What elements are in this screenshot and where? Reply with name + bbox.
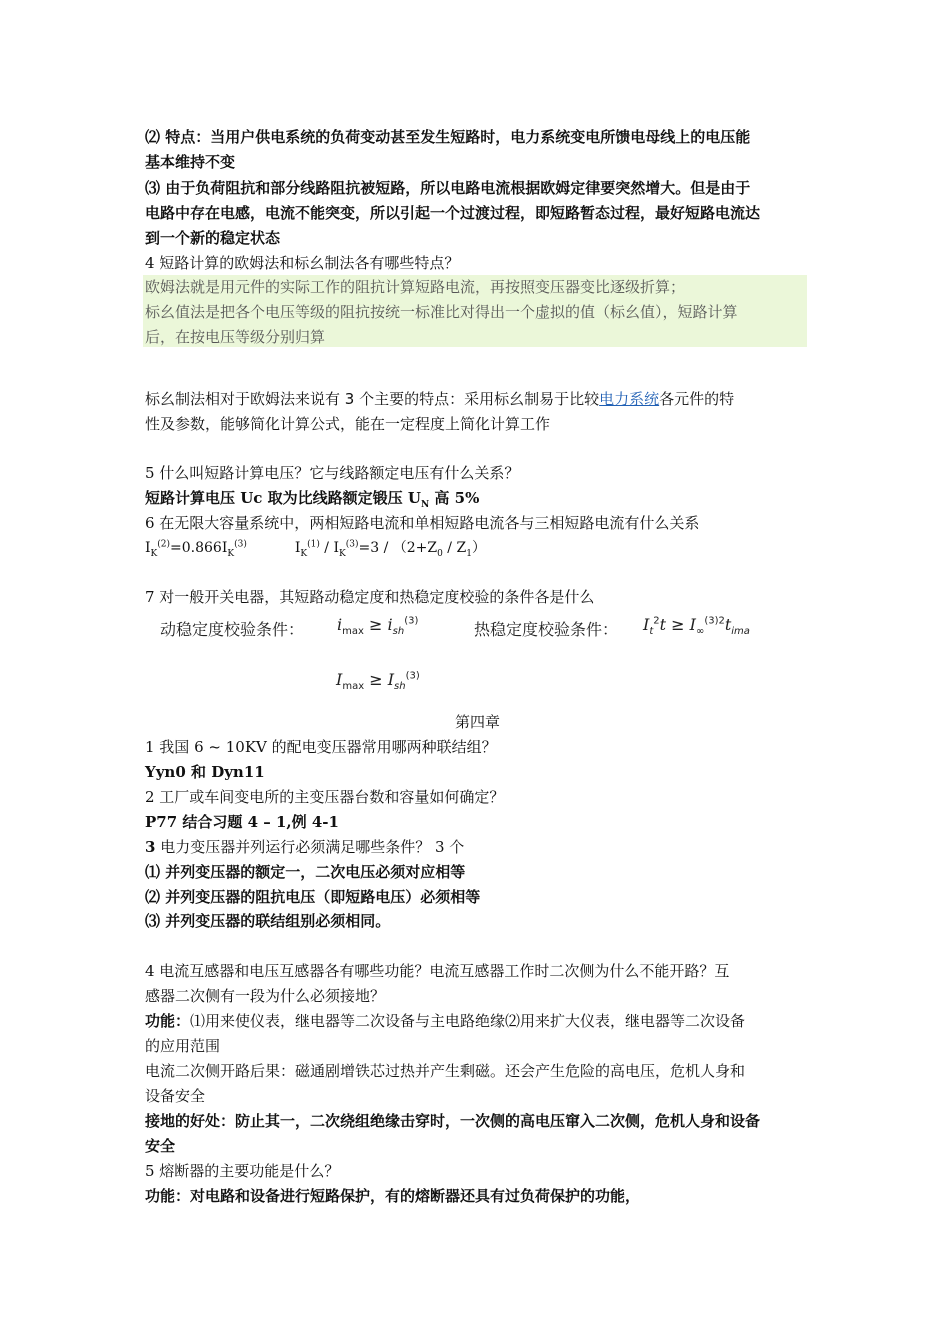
power-system-link[interactable]: 电力系统 bbox=[599, 390, 660, 408]
question-heading: 5 熔断器的主要功能是什么？ bbox=[145, 1162, 340, 1180]
text-line: 标幺制法相对于欧姆法来说有 3 个主要的特点：采用标幺制易于比较电力系统各元件的特 bbox=[145, 390, 735, 408]
text-line: 功能：⑴用来使仪表，继电器等二次设备与主电路绝缘⑵用来扩大仪表，继电器等二次设备 bbox=[145, 1012, 746, 1030]
text-line: 短路计算电压 Uc 取为比线路额定锻压 $U_N$ 高 5% bbox=[145, 489, 480, 510]
text-line: ⑶ 由于负荷阻抗和部分线路阻抗被短路，所以电路电流根据欧姆定律要突然增大。但是由于 bbox=[145, 179, 751, 197]
text-line: 性及参数，能够简化计算公式，能在一定程度上简化计算工作 bbox=[145, 415, 551, 433]
text-line: ⑶ 并列变压器的联结组别必须相同。 bbox=[145, 912, 391, 930]
question-heading: 6 在无限大容量系统中，两相短路电流和单相短路电流各与三相短路电流有什么关系 bbox=[145, 514, 700, 532]
text-line: ⑴ 并列变压器的额定一，二次电压必须对应相等 bbox=[145, 863, 466, 881]
formula-line: $I_K^{(2)}=0.866I_K^{(3)}$ $I_K^{(1)} / I_K^{(3)}=3 / (2+Z_0 / Z_1)$ bbox=[145, 539, 486, 559]
thermal-stability-formula: $I_t^2t \ge I_\infty^{(3)2}t_{ima}$ bbox=[643, 615, 750, 638]
text-line: ⑵ 并列变压器的阻抗电压（即短路电压）必须相等 bbox=[145, 888, 481, 906]
dynamic-stability-label: 动稳定度校验条件： bbox=[160, 620, 305, 639]
text-line: 欧姆法就是用元件的实际工作的阻抗计算短路电流，再按照变压器变比逐级折算； bbox=[145, 278, 686, 296]
text-line: 标幺值法是把各个电压等级的阻抗按统一标准比对得出一个虚拟的值（标幺值），短路计算 bbox=[145, 303, 738, 321]
thermal-stability-label: 热稳定度校验条件： bbox=[474, 620, 619, 639]
text-line: 电路中存在电感，电流不能突变，所以引起一个过渡过程，即短路暂态过程，最好短路电流达 bbox=[145, 204, 761, 222]
chapter-title: 第四章 bbox=[454, 713, 500, 731]
text-line: 到一个新的稳定状态 bbox=[145, 229, 281, 247]
question-heading: 7 对一般开关电器，其短路动稳定度和热稳定度校验的条件各是什么 bbox=[145, 588, 595, 606]
question-heading: 4 电流互感器和电压互感器各有哪些功能？电流互感器工作时二次侧为什么不能开路？互 bbox=[145, 962, 730, 980]
text-line: 功能：对电路和设备进行短路保护，有的熔断器还具有过负荷保护的功能， bbox=[145, 1187, 641, 1205]
max-current-formula: $I_{max} \ge I_{sh}^{(3)}$ bbox=[336, 670, 420, 693]
text-line: 接地的好处：防止其一，二次绕组绝缘击穿时，一次侧的高电压窜入二次侧，危机人身和设备 bbox=[145, 1112, 761, 1130]
question-heading: 感器二次侧有一段为什么必须接地？ bbox=[145, 987, 386, 1005]
question-heading: 1 我国 6 ~ 10KV 的配电变压器常用哪两种联结组？ bbox=[145, 738, 497, 756]
text-line: P77 结合习题 4 – 1,例 4-1 bbox=[145, 813, 339, 831]
text-line: 基本维持不变 bbox=[145, 153, 236, 171]
text-line: 安全 bbox=[145, 1137, 176, 1155]
question-heading: 5 什么叫短路计算电压？它与线路额定电压有什么关系？ bbox=[145, 464, 520, 482]
text-line: 的应用范围 bbox=[145, 1037, 221, 1055]
question-heading: 4 短路计算的欧姆法和标幺制法各有哪些特点？ bbox=[145, 254, 460, 272]
dynamic-stability-formula: $i_{max} \ge i_{sh}^{(3)}$ bbox=[337, 615, 419, 638]
text-line: 设备安全 bbox=[145, 1087, 206, 1105]
question-heading: 3 电力变压器并列运行必须满足哪些条件？ 3 个 bbox=[145, 838, 465, 856]
question-heading: 2 工厂或车间变电所的主变压器台数和容量如何确定？ bbox=[145, 788, 505, 806]
text-line: 后，在按电压等级分别归算 bbox=[145, 328, 326, 346]
text-line: ⑵ 特点：当用户供电系统的负荷变动甚至发生短路时，电力系统变电所馈电母线上的电压能 bbox=[145, 128, 751, 146]
text-line: Yyn0 和 Dyn11 bbox=[145, 763, 265, 781]
text-line: 电流二次侧开路后果：磁通剧增铁芯过热并产生剩磁。还会产生危险的高电压，危机人身和 bbox=[145, 1062, 746, 1080]
